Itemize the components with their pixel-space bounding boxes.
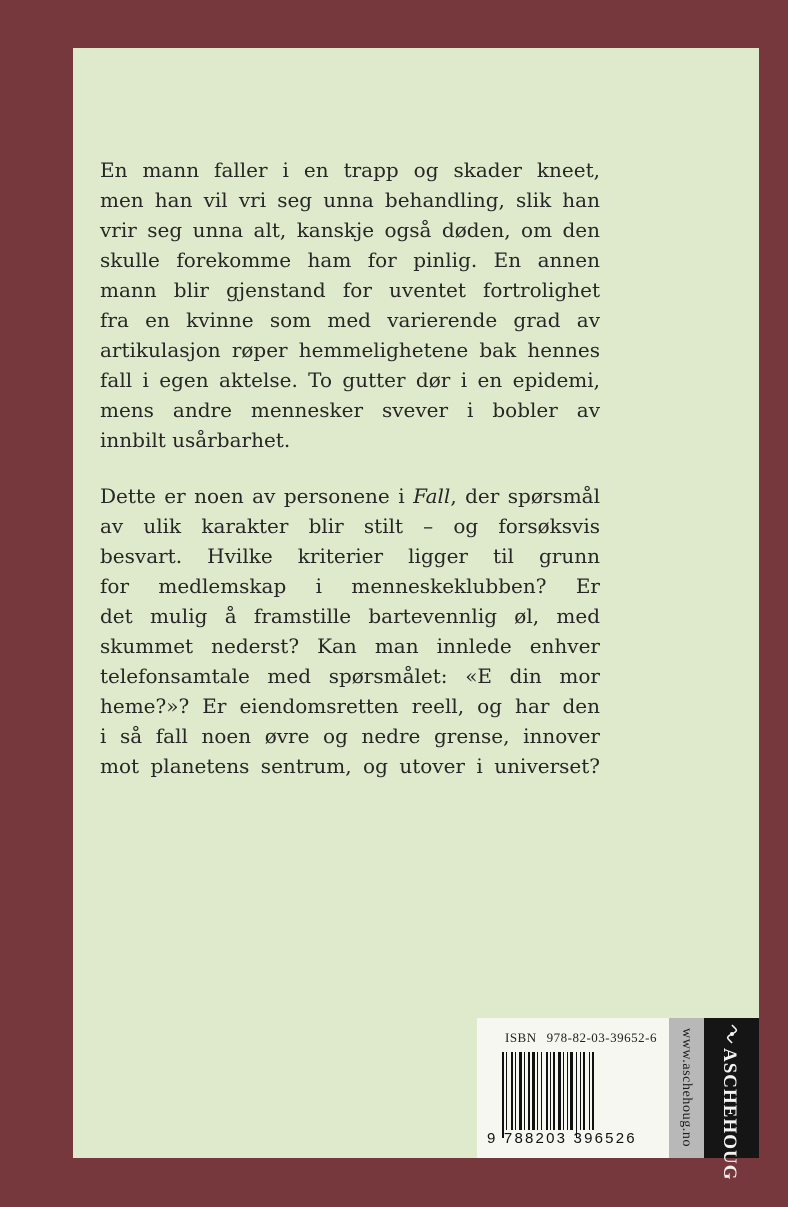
- back-cover-blurb: [100, 155, 600, 807]
- barcode-digits: 9 788203 396526: [487, 1130, 637, 1147]
- isbn-prefix: ISBN: [505, 1030, 537, 1045]
- publisher-ornament-icon: [722, 1024, 742, 1044]
- blurb-line: men han vil vri seg unna behandling, slik han: [100, 188, 600, 212]
- blurb-line: for medlemskap i menneskeklubben? Er: [100, 574, 600, 598]
- blurb-line: mot planetens sentrum, og utover i universet?: [100, 754, 600, 778]
- book-title: Fall: [413, 484, 451, 508]
- barcode-bar: [592, 1052, 594, 1130]
- barcode-bar: [570, 1052, 573, 1130]
- publisher-url: www.aschehoug.no: [679, 1028, 694, 1148]
- blurb-line: En mann faller i en trapp og skader kneet,: [100, 158, 600, 182]
- barcode-bar: [502, 1052, 504, 1138]
- blurb-line: i så fall noen øvre og nedre grense, innover: [100, 724, 600, 748]
- publisher-logo: [704, 1018, 759, 1181]
- blurb-line: [100, 481, 600, 511]
- blurb-line: artikulasjon røper hemmelighetene bak hennes: [100, 338, 600, 362]
- barcode-bar: [532, 1052, 535, 1130]
- barcode: [502, 1052, 652, 1138]
- blurb-line: skummet nederst? Kan man innlede enhver: [100, 634, 600, 658]
- blurb-text: Dette er noen av personene i: [100, 484, 414, 508]
- barcode-bar: [583, 1052, 585, 1130]
- barcode-bar: [589, 1052, 590, 1130]
- blurb-line: mann blir gjenstand for uventet fortrolighet: [100, 278, 600, 302]
- barcode-bar: [537, 1052, 538, 1130]
- blurb-paragraph-2: [100, 481, 600, 781]
- blurb-line: besvart. Hvilke kriterier ligger til grunn: [100, 544, 600, 568]
- blurb-line: mens andre mennesker svever i bobler av: [100, 398, 600, 422]
- isbn-number: 978-82-03-39652-6: [546, 1030, 657, 1045]
- blurb-line: skulle forekomme ham for pinlig. En annen: [100, 248, 600, 272]
- blurb-line: innbilt usårbarhet.: [100, 428, 291, 452]
- barcode-bar: [576, 1052, 577, 1138]
- publisher-url-strip: [669, 1018, 704, 1158]
- isbn-label: [505, 1030, 657, 1046]
- barcode-bar: [506, 1052, 507, 1130]
- isbn-barcode-box: [477, 1018, 669, 1158]
- blurb-line: vrir seg unna alt, kanskje også døden, om den: [100, 218, 600, 242]
- barcode-bar: [515, 1052, 516, 1130]
- blurb-line: fall i egen aktelse. To gutter dør i en epidemi,: [100, 368, 600, 392]
- barcode-bar: [550, 1052, 551, 1130]
- barcode-bar: [511, 1052, 513, 1130]
- blurb-line: fra en kvinne som med varierende grad av: [100, 308, 600, 332]
- barcode-bar: [524, 1052, 525, 1130]
- barcode-bar: [567, 1052, 568, 1130]
- barcode-bar: [553, 1052, 555, 1130]
- blurb-text: , der spørsmål: [450, 484, 600, 508]
- blurb-line: telefonsamtale med spørsmålet: «E din mor: [100, 664, 600, 688]
- blurb-line: heme?»? Er eiendomsretten reell, og har den: [100, 694, 600, 718]
- barcode-bar: [558, 1052, 561, 1130]
- blurb-line: det mulig å framstille bartevennlig øl, med: [100, 604, 600, 628]
- barcode-bar: [546, 1052, 548, 1130]
- barcode-bar: [541, 1052, 542, 1130]
- barcode-bar: [519, 1052, 522, 1130]
- blurb-paragraph-1: [100, 155, 600, 455]
- barcode-bar: [563, 1052, 564, 1130]
- barcode-bar: [580, 1052, 581, 1130]
- barcode-bar: [528, 1052, 530, 1130]
- publisher-logo-text: ASCHEHOUG: [719, 1048, 740, 1181]
- blurb-line: av ulik karakter blir stilt – og forsøksvis: [100, 514, 600, 538]
